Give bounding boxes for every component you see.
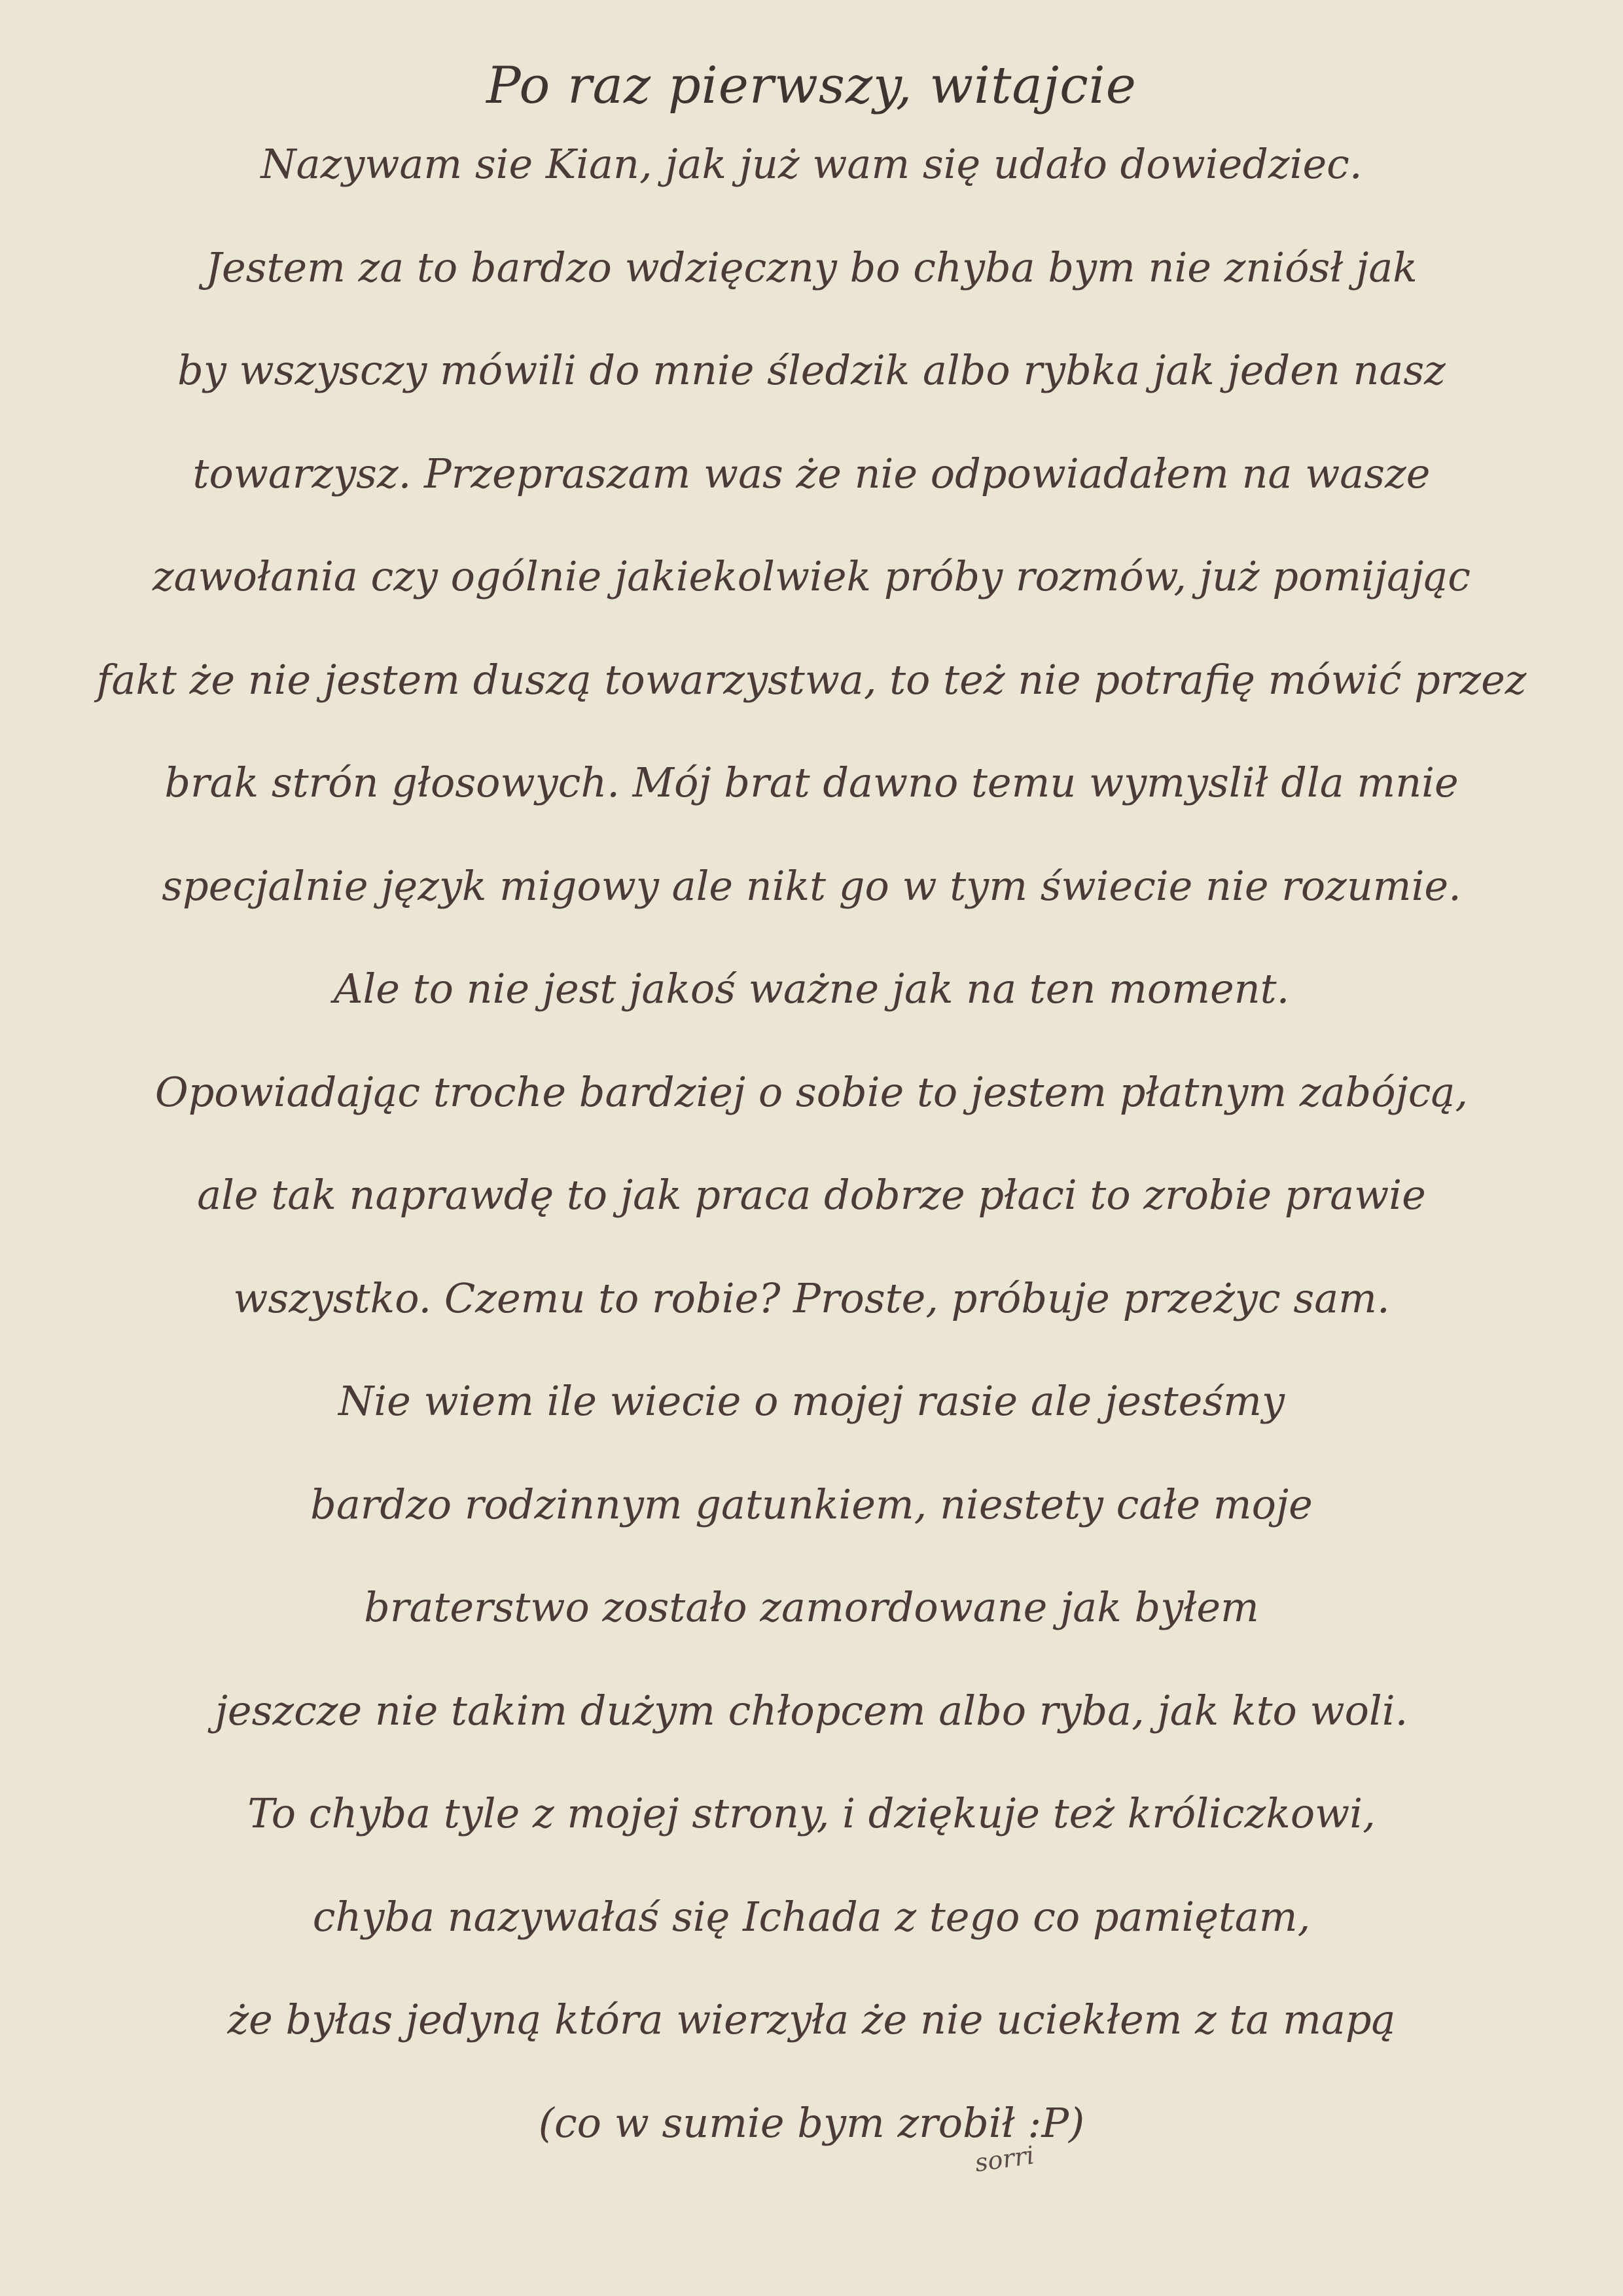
letter-line: Ale to nie jest jakoś ważne jak na ten moment. bbox=[333, 965, 1290, 1013]
letter-line: fakt że nie jestem duszą towarzystwa, to też nie potrafię mówić przez bbox=[96, 655, 1527, 704]
letter-line: Opowiadając troche bardziej o sobie to jestem płatnym zabójcą, bbox=[154, 1067, 1469, 1116]
letter-line: że byłas jedyną która wierzyła że nie uciekłem z ta mapą bbox=[227, 1996, 1396, 2043]
letter-line: braterstwo zostało zamordowane jak byłem bbox=[364, 1583, 1259, 1631]
letter-line: wszystko. Czemu to robie? Proste, próbuje przeżyc sam. bbox=[233, 1274, 1390, 1322]
letter-line: chyba nazywałaś się Ichada z tego co pamiętam, bbox=[312, 1892, 1311, 1941]
letter-line: bardzo rodzinnym gatunkiem, niestety całe moje bbox=[310, 1480, 1313, 1528]
margin-note: sorri bbox=[972, 2140, 1037, 2178]
letter-line: specjalnie język migowy ale nikt go w tym świecie nie rozumie. bbox=[162, 861, 1461, 910]
letter-line: jeszcze nie takim dużym chłopcem albo ryba, jak kto woli. bbox=[215, 1686, 1408, 1734]
letter-line: zawołania czy ogólnie jakiekolwiek próby rozmów, już pomijając bbox=[152, 552, 1471, 600]
letter-line: To chyba tyle z mojej strony, i dziękuje też króliczkowi, bbox=[247, 1789, 1376, 1837]
letter-line: towarzysz. Przepraszam was że nie odpowiadałem na wasze bbox=[192, 449, 1431, 497]
letter-line: brak strón głosowych. Mój brat dawno temu wymyslił dla mnie bbox=[164, 759, 1459, 806]
letter-line: ale tak naprawdę to jak praca dobrze płaci to zrobie prawie bbox=[197, 1171, 1426, 1219]
letter-title: Po raz pierwszy, witajcie bbox=[486, 56, 1137, 115]
letter-line: Jestem za to bardzo wdzięczny bo chyba bym nie zniósł jak bbox=[205, 243, 1418, 291]
letter-line: Nie wiem ile wiecie o mojej rasie ale jesteśmy bbox=[338, 1377, 1285, 1425]
letter-line: Nazywam sie Kian, jak już wam się udało dowiedziec. bbox=[260, 140, 1363, 188]
letter-body bbox=[0, 128, 1623, 2190]
letter-line: (co w sumie bym zrobił :P) bbox=[538, 2098, 1085, 2147]
letter-line: by wszysczy mówili do mnie śledzik albo rybka jak jeden nasz bbox=[177, 346, 1446, 394]
